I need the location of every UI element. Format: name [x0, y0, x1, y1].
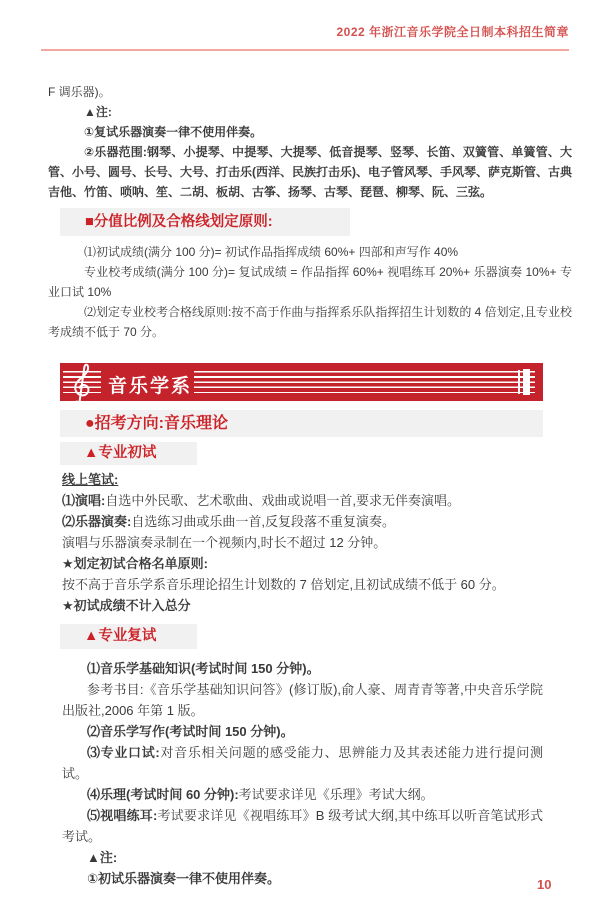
shortlist-rule-label: ★划定初试合格名单原则: [62, 556, 208, 571]
exam-item-label: ⑵乐器演奏: [62, 514, 132, 529]
note-item-2: ②乐器范围:钢琴、小提琴、中提琴、大提琴、低音提琴、竖琴、长笛、双簧管、单簧管、大管、小号、圆号、长号、大号、打击乐(西洋、民族打击乐)、电子管风琴、手风琴、萨克斯管、古典吉他、竹笛、唢呐、笙、二胡、板胡、古筝、扬琴、古琴、琵琶、柳琴、阮、三弦。 [48, 145, 572, 199]
exam-item-text: 考试要求详见《乐理》考试大纲。 [238, 787, 434, 802]
online-written-label: 线上笔试: [62, 472, 119, 487]
final-exam-item-2: ⑵音乐学写作(考试时间 150 分钟)。 [87, 724, 294, 739]
exam-item-text: 自选练习曲或乐曲一首,反复段落不重复演奏。 [131, 514, 395, 529]
exam-item-label: ⑸视唱练耳: [87, 808, 158, 823]
final-exam-item-4 [62, 784, 543, 805]
initial-exam-item [62, 511, 543, 532]
shortlist-rule-text: 按不高于音乐学系音乐理论招生计划数的 7 倍划定,且初试成绩不低于 60 分。 [62, 577, 505, 592]
final-exam-item-3 [62, 742, 543, 784]
initial-exam-item [62, 490, 543, 511]
exam-item-label: ⑶专业口试: [87, 745, 160, 760]
direction-heading: ●招考方向:音乐理论 [60, 410, 543, 437]
initial-score-note: ★初试成绩不计入总分 [62, 598, 191, 613]
score-paragraph-3: ⑵划定专业校考合格线原则:按不高于作曲与指挥系乐队指挥招生计划数的 4 倍划定,且专业校考成绩不低于 70 分。 [48, 305, 573, 339]
exam-item-text: 自选中外民歌、艺术歌曲、戏曲或说唱一首,要求无伴奏演唱。 [105, 493, 460, 508]
paragraph-tail: F 调乐器)。 [48, 85, 111, 99]
intro-section [48, 82, 572, 342]
exam-item-label: ⑷乐理(考试时间 60 分钟): [87, 787, 239, 802]
exam-item-text: 考试要求详见《视唱练耳》B 级考试大纲,其中练耳以听音笔试形式考试。 [62, 808, 543, 844]
staff-barline-thin [518, 370, 520, 394]
header-divider [41, 49, 569, 51]
score-paragraph-1: ⑴初试成绩(满分 100 分)= 初试作品指挥成绩 60%+ 四部和声写作 40% [84, 245, 459, 259]
final-exam-item-1: ⑴音乐学基础知识(考试时间 150 分钟)。 [87, 661, 320, 676]
score-ratio-heading: ■分值比例及合格线划定原则: [60, 208, 350, 236]
final-exam-item-5 [62, 805, 543, 847]
reference-book: 参考书目:《音乐学基础知识问答》(修订版),俞人豪、周青青等著,中央音乐学院出版社,2006 年第 1 版。 [62, 682, 543, 718]
note-item-1: ①复试乐器演奏一律不使用伴奏。 [84, 125, 263, 139]
music-theory-section [62, 442, 543, 889]
staff-barline-thick [523, 369, 530, 395]
exam-item-label: ⑴演唱: [62, 493, 106, 508]
department-title: 音乐学系 [108, 376, 193, 397]
staff-lines-right [194, 371, 535, 393]
final-exam-heading: ▲专业复试 [60, 624, 197, 649]
video-note: 演唱与乐器演奏录制在一个视频内,时长不超过 12 分钟。 [62, 535, 387, 550]
page-number: 10 [537, 877, 552, 892]
treble-clef-icon [69, 359, 93, 409]
initial-exam-heading: ▲专业初试 [60, 442, 197, 465]
page-header-title: 2022 年浙江音乐学院全日制本科招生简章 [336, 25, 569, 39]
note-label: ▲注: [84, 105, 112, 119]
score-paragraph-2: 专业校考成绩(满分 100 分)= 复试成绩 = 作品指挥 60%+ 视唱练耳 20%+ 乐器演奏 10%+ 专业口试 10% [48, 265, 572, 299]
department-banner [60, 363, 543, 401]
final-note-label: ▲注: [87, 850, 118, 865]
final-note-item: ①初试乐器演奏一律不使用伴奏。 [87, 871, 281, 886]
exam-item-text: 对音乐相关问题的感受能力、思辨能力及其表述能力进行提问测试。 [62, 745, 543, 781]
